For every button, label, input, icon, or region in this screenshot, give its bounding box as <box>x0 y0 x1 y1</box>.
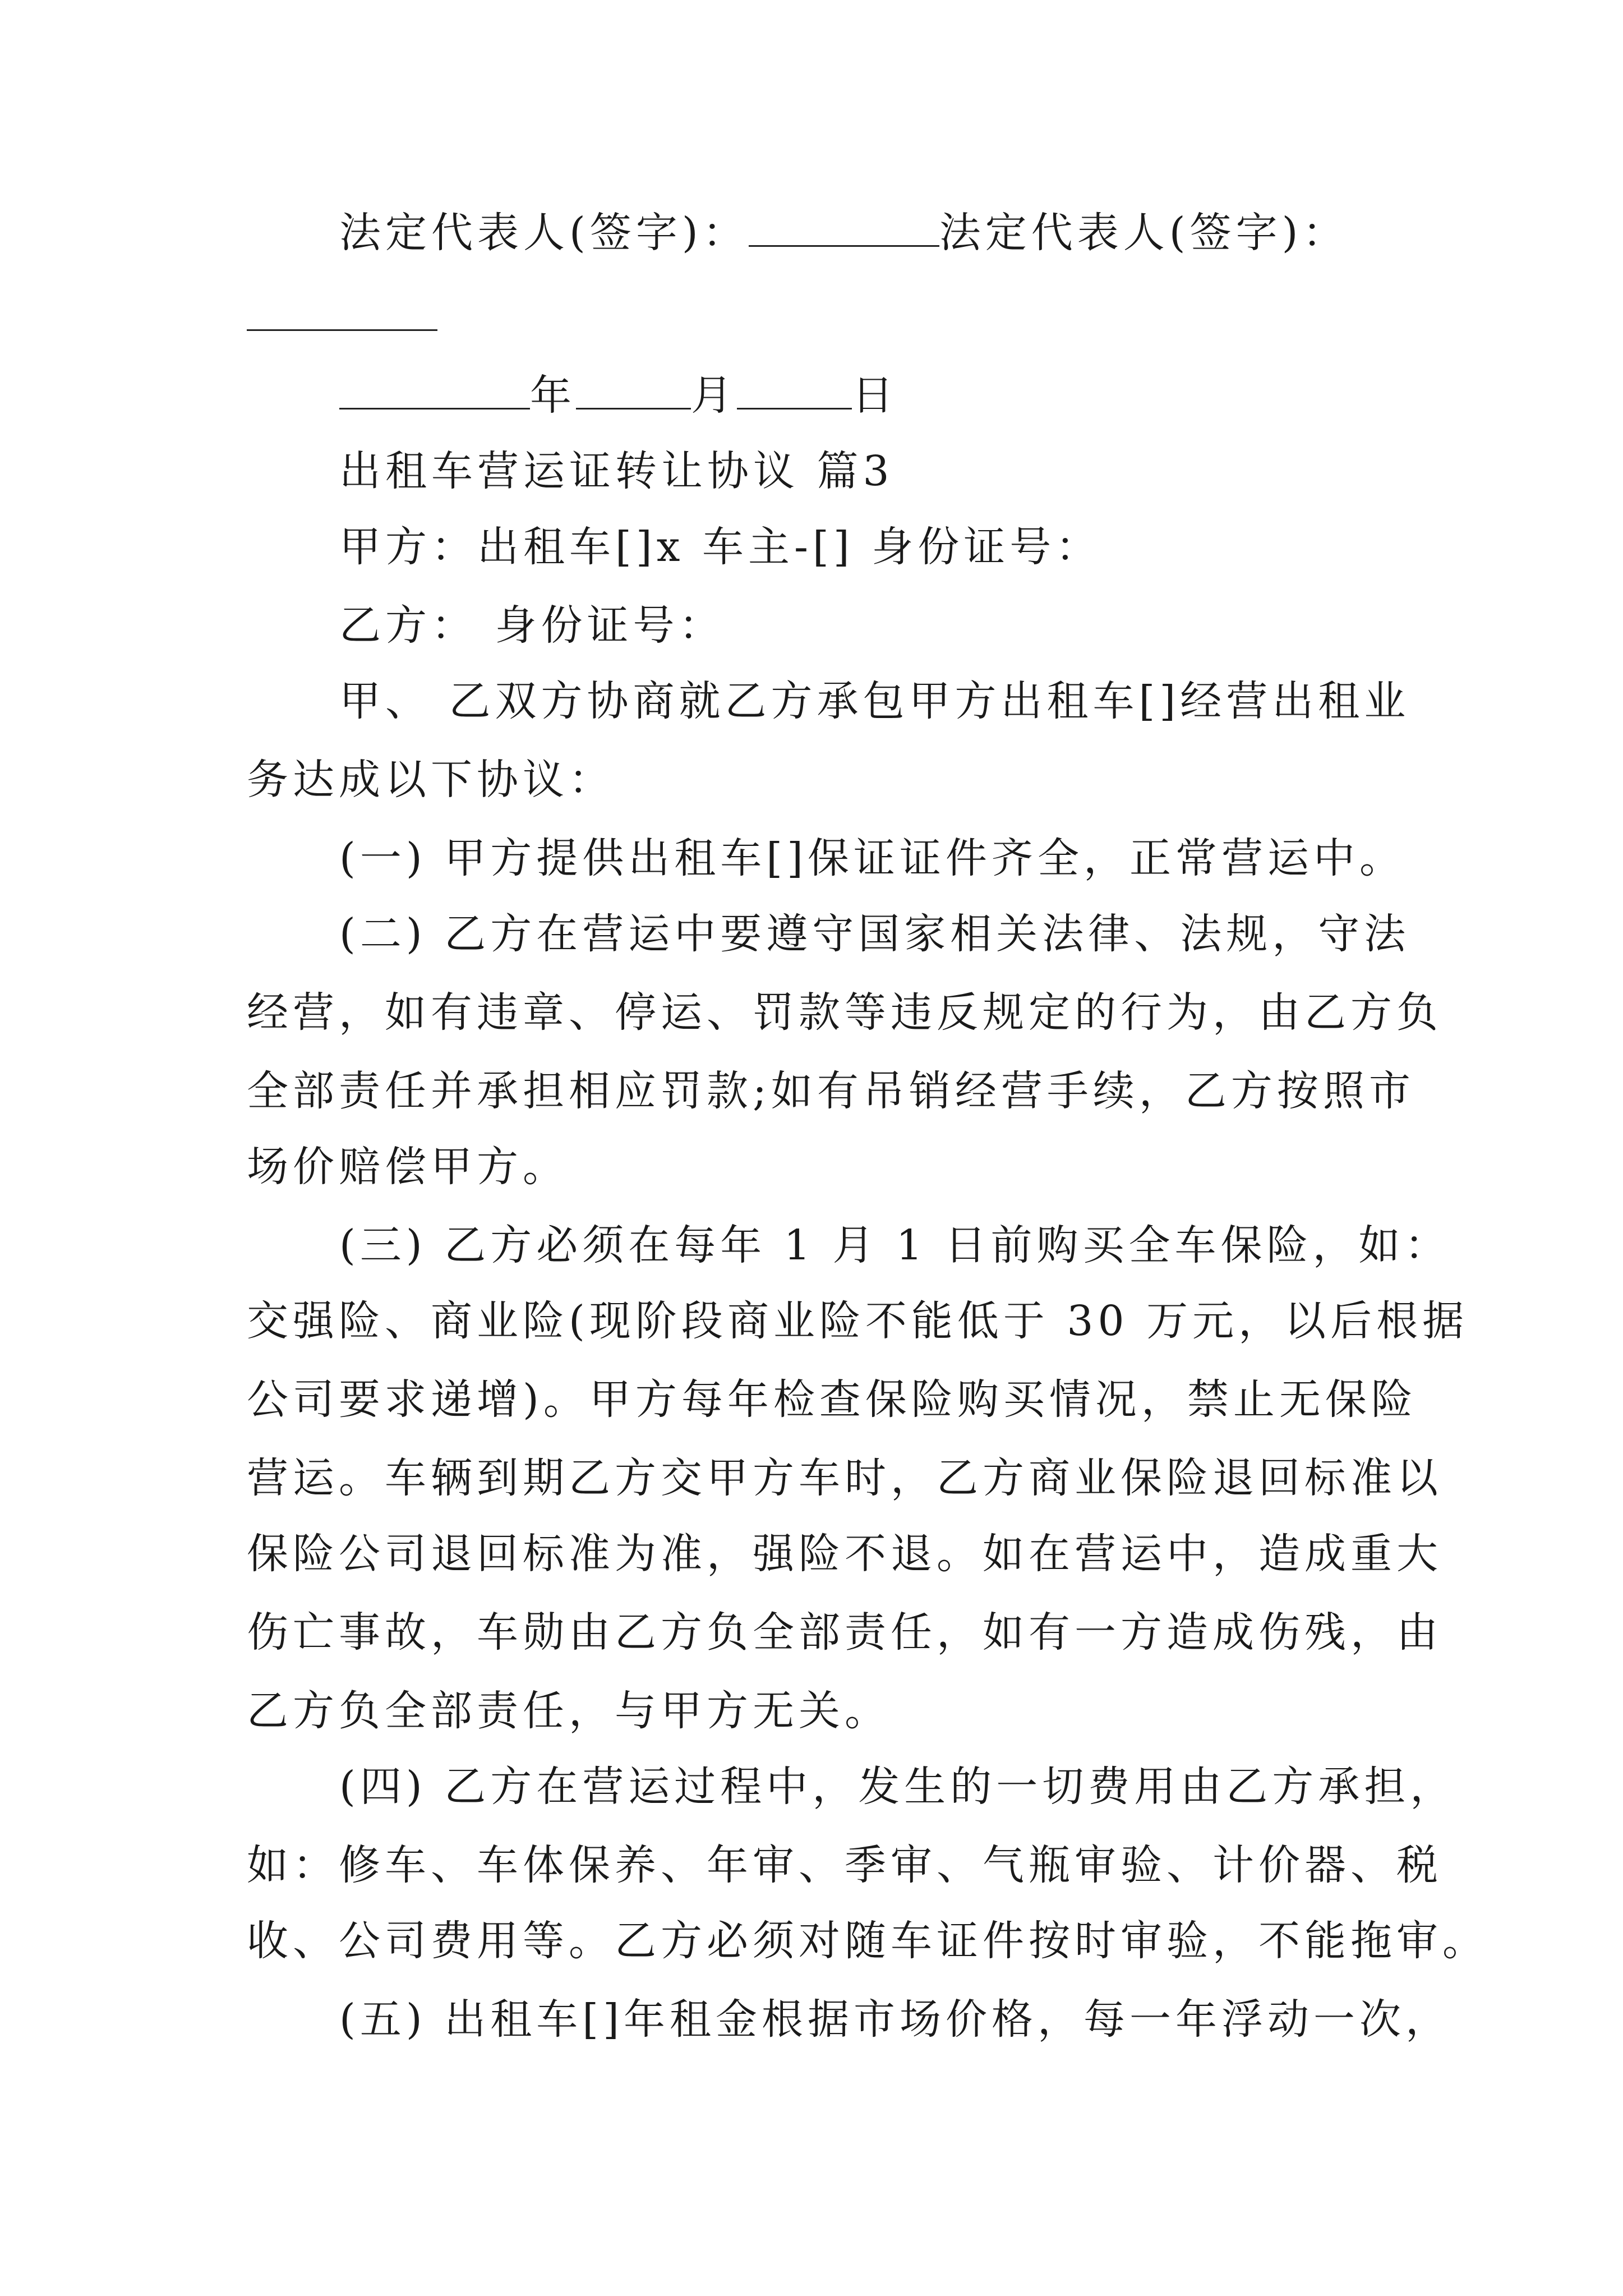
section-title: 出租车营运证转让协议 篇3 <box>339 447 894 495</box>
clause-3-line-2: 交强险、商业险(现阶段商业险不能低于 30 万元，以后根据 <box>247 1297 1469 1345</box>
signature-line <box>0 205 1623 261</box>
party-b-line: 乙方： 身份证号： <box>339 601 725 650</box>
clause-5-line-1: (五) 出租车[]年租金根据市场价格，每一年浮动一次， <box>339 1995 1452 2044</box>
intro-line-1: 甲、 乙双方协商就乙方承包甲方出租车[]经营出租业 <box>339 677 1410 725</box>
signature-blank-right <box>247 290 437 331</box>
clause-4-line-1: (四) 乙方在营运过程中，发生的一切费用由乙方承担， <box>339 1763 1456 1811</box>
date-month-blank <box>576 369 691 409</box>
clause-3-line-6: 伤亡事故，车勋由乙方负全部责任，如有一方造成伤残，由 <box>247 1608 1442 1657</box>
clause-2-line-4: 场价赔偿甲方。 <box>247 1143 569 1191</box>
clause-4-line-2: 如：修车、车体保养、年审、季审、气瓶审验、计价器、税 <box>247 1841 1442 1889</box>
clause-2-line-1: (二) 乙方在营运中要遵守国家相关法律、法规，守法 <box>339 910 1410 958</box>
intro-line-2: 务达成以下协议： <box>247 756 615 804</box>
clause-1-line-1: (一) 甲方提供出租车[]保证证件齐全，正常营运中。 <box>339 834 1406 882</box>
clause-4-line-3: 收、公司费用等。乙方必须对随车证件按时审验，不能拖审。 <box>247 1917 1488 1965</box>
date-day-blank <box>737 369 852 409</box>
party-a-line: 甲方：出租车[]x 车主-[] 身份证号： <box>339 523 1102 571</box>
clause-3-line-7: 乙方负全部责任，与甲方无关。 <box>247 1687 891 1735</box>
signature-continuation-line <box>0 289 1623 345</box>
clause-3-line-1: (三) 乙方必须在每年 1 月 1 日前购买全车保险，如： <box>339 1221 1451 1269</box>
date-line <box>0 367 1623 424</box>
clause-3-line-4: 营运。车辆到期乙方交甲方车时，乙方商业保险退回标准以 <box>247 1454 1442 1502</box>
clause-2-line-2: 经营，如有违章、停运、罚款等违反规定的行为，由乙方负 <box>247 988 1442 1037</box>
signature-label-left: 法定代表人(签字)： <box>339 209 749 257</box>
clause-3-line-3: 公司要求递增)。甲方每年检查保险购买情况，禁止无保险 <box>247 1375 1417 1424</box>
date-year-label: 年 <box>530 371 576 420</box>
signature-label-right: 法定代表人(签字)： <box>939 209 1349 257</box>
date-year-blank <box>339 369 530 409</box>
clause-3-line-5: 保险公司退回标准为准，强险不退。如在营运中，造成重大 <box>247 1530 1442 1578</box>
signature-blank-left <box>749 206 939 247</box>
clause-2-line-3: 全部责任并承担相应罚款;如有吊销经营手续，乙方按照市 <box>247 1067 1415 1115</box>
date-month-label: 月 <box>691 371 737 420</box>
date-day-label: 日 <box>852 371 898 420</box>
